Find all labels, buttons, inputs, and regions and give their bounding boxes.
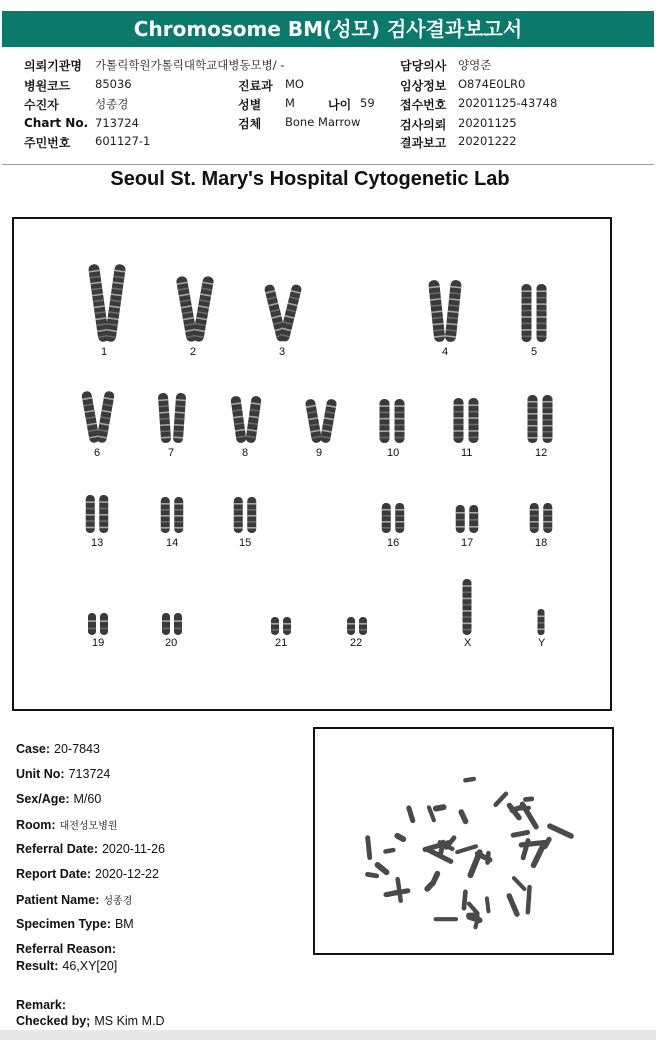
chromosome-17-b <box>469 505 478 533</box>
hospital-code-label: 병원코드 <box>24 79 71 93</box>
department-label: 진료과 <box>238 79 273 93</box>
remark-row: Remark: <box>16 998 67 1012</box>
unit-no-row: Unit No: 713724 <box>16 767 111 781</box>
metaphase-chromosome <box>519 806 531 811</box>
chromosome-label-2: 2 <box>190 346 197 358</box>
chromosome-label-15: 15 <box>239 537 252 549</box>
chromosome-label-11: 11 <box>461 447 473 459</box>
chromosome-21-b <box>283 617 291 635</box>
chromosome-label-1: 1 <box>101 346 108 358</box>
metaphase-panel <box>313 727 614 955</box>
metaphase-chromosome <box>485 896 491 913</box>
chromosome-13-b <box>99 495 108 533</box>
sex-age-row: Sex/Age: M/60 <box>16 792 102 806</box>
referral-reason-row: Referral Reason: <box>16 942 117 956</box>
requesting-institution-value: 가톨릭학원가톨릭대학교대병동모병/ - <box>95 58 285 72</box>
metaphase-chromosome <box>523 796 535 802</box>
metaphase-image <box>315 729 612 953</box>
chromosome-16-a <box>382 503 391 533</box>
accession-number-label: 접수번호 <box>400 98 447 112</box>
checked-by-row: Checked by; MS Kim M.D <box>16 1014 165 1028</box>
chromosome-x <box>463 579 472 635</box>
chromosome-18-b <box>543 503 552 533</box>
lab-title: Seoul St. Mary's Hospital Cytogenetic Lab <box>110 168 510 190</box>
chromosome-12-a <box>528 395 538 443</box>
room-row: Room: 대전성모병원 <box>16 818 118 832</box>
chromosome-label-8: 8 <box>242 447 249 459</box>
test-request-label: 검사의뢰 <box>400 118 447 132</box>
chromosome-label-4: 4 <box>442 346 449 358</box>
chromosome-3-b <box>279 284 303 343</box>
chart-no-value: 713724 <box>95 116 139 130</box>
chromosome-21-a <box>271 617 279 635</box>
chromosome-16-b <box>395 503 404 533</box>
referral-date-row: Referral Date: 2020-11-26 <box>16 842 165 856</box>
metaphase-chromosome <box>434 917 458 921</box>
clinical-info-label: 임상정보 <box>400 79 447 93</box>
chromosome-22-a <box>347 617 355 635</box>
physician-label: 담당의사 <box>400 59 447 73</box>
metaphase-chromosome <box>432 804 447 812</box>
metaphase-chromosome <box>492 791 509 808</box>
report-title: Chromosome BM(성모) 검사결과보고서 <box>2 11 654 47</box>
test-request-value: 20201125 <box>458 116 517 130</box>
chromosome-label-21: 21 <box>275 637 288 649</box>
chart-no-label: Chart No. <box>24 116 89 130</box>
chromosome-4-b <box>445 280 462 343</box>
chromosome-10-b <box>395 399 405 443</box>
chromosome-label-5: 5 <box>531 346 538 358</box>
chromosome-10-a <box>380 399 390 443</box>
chromosome-11-b <box>469 398 479 443</box>
page-footer-strip <box>0 1030 656 1040</box>
chromosome-label-9: 9 <box>316 447 323 459</box>
metaphase-chromosome <box>393 832 407 843</box>
metaphase-chromosome <box>383 848 396 855</box>
chromosome-9-a <box>305 398 322 443</box>
chromosome-18-a <box>530 503 539 533</box>
chromosome-5-b <box>537 284 547 342</box>
chromosome-14-b <box>174 497 183 533</box>
karyotype-image <box>14 219 610 709</box>
chromosome-19-a <box>88 613 96 635</box>
chromosome-y <box>538 609 545 635</box>
metaphase-chromosome <box>485 851 491 865</box>
chromosome-4-a <box>428 280 445 343</box>
chromosome-5-a <box>522 284 532 342</box>
metaphase-chromosome <box>519 801 540 831</box>
chromosome-14-a <box>161 497 170 533</box>
chromosome-label-14: 14 <box>166 537 179 549</box>
result-report-value: 20201222 <box>458 134 517 148</box>
chromosome-label-x: X <box>464 637 472 649</box>
age-label: 나이 <box>328 98 352 112</box>
physician-value: 양영준 <box>458 58 492 72</box>
hospital-code-value: 85036 <box>95 77 132 91</box>
chromosome-15-b <box>247 497 256 533</box>
chromosome-6-a <box>81 391 100 444</box>
chromosome-label-10: 10 <box>387 447 400 459</box>
chromosome-label-7: 7 <box>168 447 175 459</box>
chromosome-19-b <box>100 613 108 635</box>
chromosome-label-19: 19 <box>92 637 105 649</box>
resident-number-label: 주민번호 <box>24 136 71 150</box>
examinee-value: 성종경 <box>95 97 129 111</box>
chromosome-8-b <box>245 396 261 444</box>
result-report-label: 결과보고 <box>400 136 447 150</box>
case-row: Case: 20-7843 <box>16 742 100 756</box>
department-value: MO <box>285 77 304 91</box>
chromosome-label-y: Y <box>538 637 546 649</box>
metaphase-chromosome <box>546 822 575 839</box>
specimen-label: 검체 <box>238 117 262 131</box>
specimen-value: Bone Marrow <box>285 115 361 129</box>
chromosome-label-18: 18 <box>535 537 548 549</box>
chromosome-label-13: 13 <box>91 537 104 549</box>
sex-label: 성별 <box>238 98 262 112</box>
metaphase-chromosome <box>365 872 380 879</box>
metaphase-chromosome <box>510 829 530 838</box>
chromosome-8-a <box>230 396 246 444</box>
chromosome-22-b <box>359 617 367 635</box>
chromosome-12-b <box>543 395 553 443</box>
metaphase-chromosome <box>406 805 416 824</box>
metaphase-chromosome <box>429 870 441 887</box>
metaphase-chromosome <box>365 835 372 860</box>
chromosome-17-a <box>456 505 465 533</box>
resident-number-value: 601127-1 <box>95 134 151 148</box>
chromosome-label-12: 12 <box>535 447 548 459</box>
chromosome-20-a <box>162 613 170 635</box>
chromosome-7-a <box>158 393 171 444</box>
sex-value: M <box>285 96 295 110</box>
metaphase-chromosome <box>461 889 467 911</box>
age-value: 59 <box>360 96 375 110</box>
chromosome-13-a <box>86 495 95 533</box>
metaphase-chromosome <box>385 889 400 897</box>
chromosome-label-22: 22 <box>350 637 363 649</box>
chromosome-11-a <box>454 398 464 443</box>
chromosome-label-17: 17 <box>461 537 474 549</box>
report-date-row: Report Date: 2020-12-22 <box>16 867 159 881</box>
chromosome-15-a <box>234 497 243 533</box>
metaphase-chromosome <box>520 838 531 861</box>
chromosome-label-20: 20 <box>165 637 178 649</box>
chromosome-20-b <box>174 613 182 635</box>
chromosome-6-b <box>96 391 115 444</box>
clinical-info-value: O874E0LR0 <box>458 77 526 91</box>
accession-number-value: 20201125-43748 <box>458 96 558 110</box>
chromosome-1-b <box>104 264 126 343</box>
metaphase-chromosome <box>506 892 521 917</box>
result-row: Result: 46,XY[20] <box>16 959 118 973</box>
examinee-label: 수진자 <box>24 98 59 112</box>
chromosome-label-3: 3 <box>279 346 286 358</box>
metaphase-chromosome <box>458 808 470 825</box>
requesting-institution-label: 의뢰기관명 <box>24 59 82 73</box>
chromosome-2-b <box>192 276 214 343</box>
chromosome-7-b <box>173 393 186 444</box>
chromosome-9-b <box>320 398 337 443</box>
chromosome-label-16: 16 <box>387 537 400 549</box>
specimen-type-row: Specimen Type: BM <box>16 917 134 931</box>
metaphase-chromosome <box>463 776 477 782</box>
chromosome-label-6: 6 <box>94 447 101 459</box>
patient-name-row: Patient Name: 성종경 <box>16 893 133 907</box>
metaphase-chromosome <box>511 875 527 892</box>
